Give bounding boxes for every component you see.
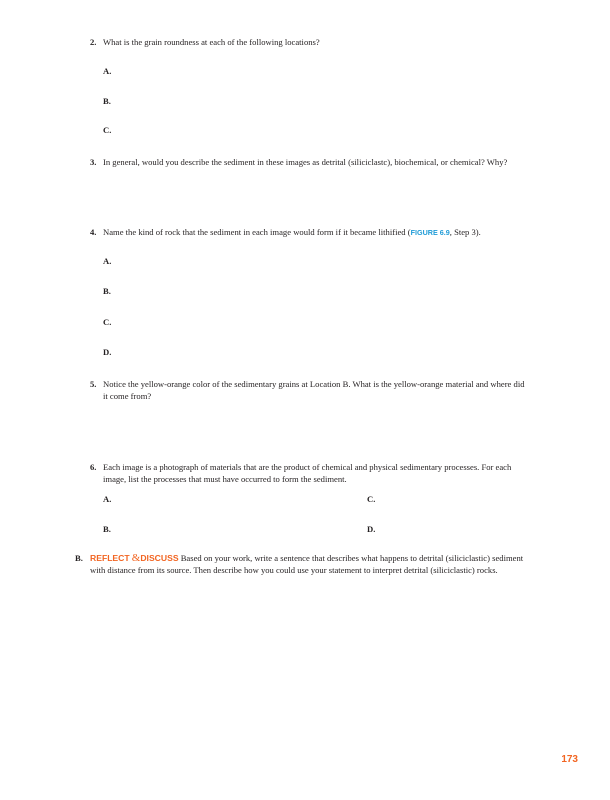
question-6 [90,462,580,485]
question-text-end: , Step 3). [449,227,481,237]
question-text: In general, would you describe the sediment in these images as detrital (siliciclastc), biochemical, or chemical? Why? [103,157,508,167]
reflect-discuss-section [75,553,580,576]
answer-label-b: B. [103,96,111,106]
ampersand-mark: & [131,552,141,564]
question-4 [90,227,580,239]
question-text-line1: Notice the yellow-orange color of the sedimentary grains at Location B. What is the yellow-orange material and where did [103,379,525,389]
question-3 [90,157,580,169]
answer-label-c: C. [103,125,112,135]
page-number: 173 [561,754,578,765]
question-number: 2. [90,37,97,47]
answer-label-a: A. [103,66,112,76]
question-text: What is the grain roundness at each of the following locations? [103,37,320,47]
answer-label-a: A. [103,256,112,266]
question-number: 5. [90,379,97,389]
section-letter: B. [75,553,83,563]
figure-reference-link[interactable]: FIGURE 6.9 [410,228,450,237]
question-2 [90,37,580,49]
answer-label-a: A. [103,494,112,504]
question-number: 3. [90,157,97,167]
question-number: 6. [90,462,97,472]
answer-label-c: C. [103,317,112,327]
answer-label-d: D. [103,347,112,357]
answer-label-d: D. [367,524,376,534]
question-5 [90,379,580,402]
question-text-line1: Each image is a photograph of materials that are the product of chemical and physical sedimentary processes. For each [103,462,512,472]
section-text-line1: Based on your work, write a sentence that describes what happens to detrital (siliciclastic) sediment [180,553,524,563]
question-text-line2: image, list the processes that must have occurred to form the sediment. [103,473,347,484]
reflect-heading: REFLECT [90,553,130,563]
answer-label-b: B. [103,524,111,534]
answer-label-c: C. [367,494,376,504]
discuss-heading: DISCUSS [140,553,179,563]
question-text: Name the kind of rock that the sediment in each image would form if it became lithified ( [103,227,411,237]
answer-label-b: B. [103,286,111,296]
question-text-line2: it come from? [103,390,152,401]
question-number: 4. [90,227,97,237]
section-text-line2: with distance from its source. Then describe how you could use your statement to interpret detrital (siliciclastic) rocks. [90,564,498,575]
